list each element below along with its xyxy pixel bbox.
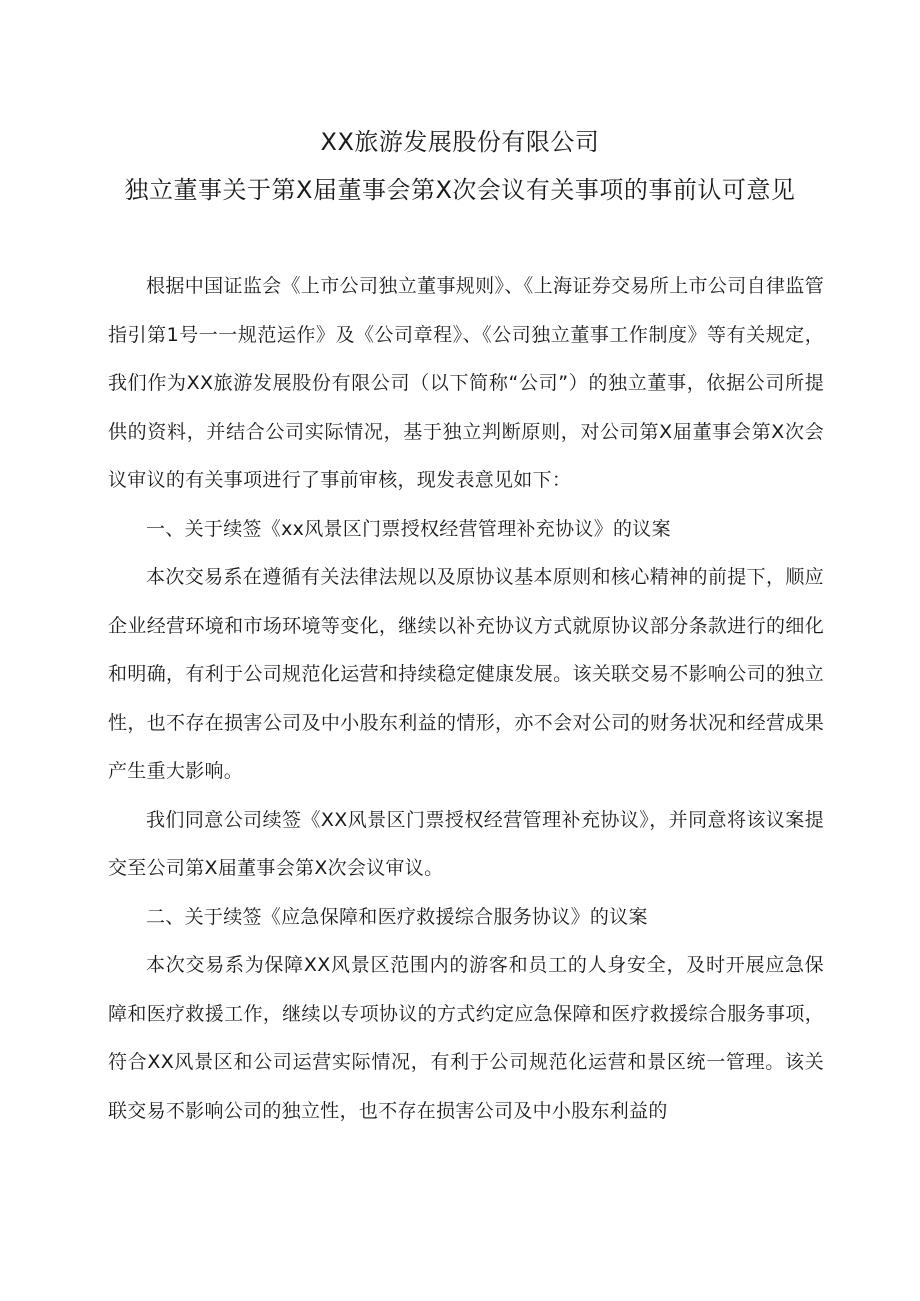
opinion-title: 独立董事关于第X届董事会第X次会议有关事项的事前认可意见: [124, 176, 796, 204]
section-heading-2: 二、关于续签《应急保障和医疗救援综合服务协议》的议案: [146, 905, 648, 928]
section-heading-1: 一、关于续签《xx风景区门票授权经营管理补充协议》的议案: [146, 517, 671, 540]
section-2-paragraph: 本次交易系为保障XX风景区范围内的游客和员工的人身安全，及时开展应急保障和医疗救援工作，继续以专项协议的方式约定应急保障和医疗救援综合服务事项，符合XX风景区和公司运营实际情况，有利于公司规范化运营和景区统一管理。该关联交易不影响公司的独立性，也不存在损害公司及中小股东利益的: [108, 954, 824, 1122]
section-1-paragraph: 本次交易系在遵循有关法律法规以及原协议基本原则和核心精神的前提下，顺应企业经营环境和市场环境等变化，继续以补充协议方式就原协议部分条款进行的细化和明确，有利于公司规范化运营和持续稳定健康发展。该关联交易不影响公司的独立性，也不存在损害公司及中小股东利益的情形，亦不会对公司的财务状况和经营成果产生重大影响。: [108, 566, 824, 782]
document-title: [0, 118, 920, 214]
document-body: [108, 262, 824, 1135]
section-1-conclusion: 我们同意公司续签《XX风景区门票授权经营管理补充协议》，并同意将该议案提交至公司第X届董事会第X次会议审议。: [108, 808, 824, 879]
company-name-title: XX旅游发展股份有限公司: [320, 128, 600, 156]
intro-paragraph: 根据中国证监会《上市公司独立董事规则》、《上海证券交易所上市公司自律监管指引第1号一一规范运作》及《公司章程》、《公司独立董事工作制度》等有关规定，我们作为XX旅游发展股份有限公司（以下简称“公司”）的独立董事，依据公司所提供的资料，并结合公司实际情况，基于独立判断原则，对公司第X届董事会第X次会议审议的有关事项进行了事前审核，现发表意见如下：: [108, 275, 824, 491]
